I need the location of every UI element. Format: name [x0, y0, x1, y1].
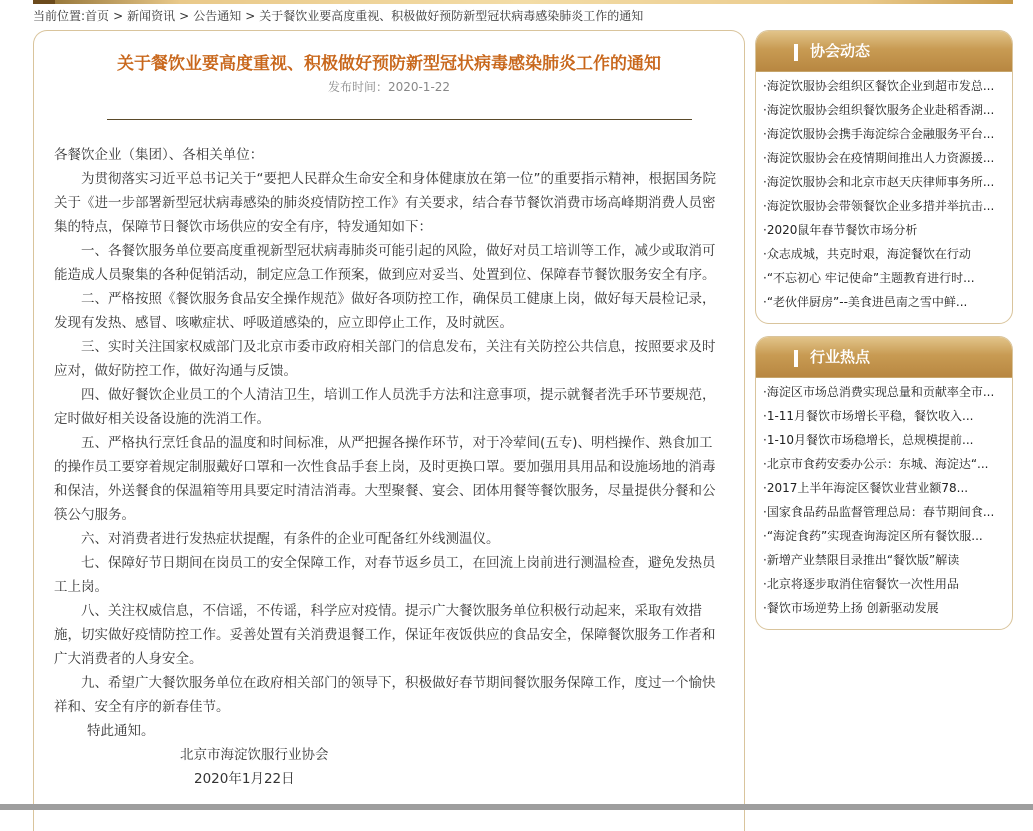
article-body — [54, 143, 719, 791]
breadcrumb — [33, 8, 643, 24]
industry-hot-item[interactable]: ·1-11月餐饮市场增长平稳，餐饮收入... — [763, 409, 974, 423]
article-item: 二、严格按照《餐饮服务食品安全操作规范》做好各项防控工作，确保员工健康上岗，做好每天晨检记录，发现有发热、感冒、咳嗽症状、呼吸道感染的，应立即停止工作，及时就医。 — [54, 291, 716, 331]
article-greeting: 各餐饮企业（集团）、各相关单位： — [54, 147, 264, 163]
industry-hot-item[interactable]: ·2017上半年海淀区餐饮业营业额78... — [763, 481, 969, 495]
top-decor-bar — [33, 0, 1013, 4]
industry-hot-header — [756, 337, 1012, 378]
article-item: 七、保障好节日期间在岗员工的安全保障工作，对春节返乡员工，在回流上岗前进行测温检查，避免发热员工上岗。 — [54, 555, 716, 595]
association-news-item[interactable]: ·“老伙伴厨房”--美食进邑南之雪中鲜... — [763, 295, 968, 309]
article-intro: 为贯彻落实习近平总书记关于“要把人民群众生命安全和身体健康放在第一位”的重要指示精神，根据国务院关于《进一步部署新型冠状病毒感染的肺炎疫情防控工作》有关要求，结合春节餐饮消费市场高峰期消费人员密集的特点，保障节日餐饮市场供应的安全有序，特发通知如下： — [54, 171, 716, 235]
industry-hot-list — [756, 378, 1012, 620]
top-decor-dark — [33, 0, 55, 4]
article-item: 三、实时关注国家权威部门及北京市委市政府相关部门的信息发布，关注有关防控公共信息，按照要求及时应对，做好防控工作，做好沟通与反馈。 — [54, 339, 716, 379]
article-notice: 特此通知。 — [87, 723, 155, 739]
association-news-item[interactable]: ·海淀饮服协会组织区餐饮企业到超市发总... — [763, 79, 995, 93]
association-news-list — [756, 72, 1012, 314]
association-news-header — [756, 31, 1012, 72]
breadcrumb-current: 关于餐饮业要高度重视、积极做好预防新型冠状病毒感染肺炎工作的通知 — [259, 9, 644, 23]
association-news-item[interactable]: ·海淀饮服协会带领餐饮企业多措并举抗击... — [763, 199, 995, 213]
breadcrumb-home[interactable]: 首页 — [85, 9, 110, 23]
industry-hot-item[interactable]: ·国家食品药品监督管理总局：春节期间食... — [763, 505, 995, 519]
header-accent-bar — [794, 350, 798, 367]
article-signature: 北京市海淀饮服行业协会 — [180, 747, 329, 763]
article-sign-date: 2020年1月22日 — [194, 771, 295, 787]
industry-hot-item[interactable]: ·1-10月餐饮市场稳增长，总规模提前... — [763, 433, 974, 447]
article-item: 九、希望广大餐饮服务单位在政府相关部门的领导下，积极做好春节期间餐饮服务保障工作，度过一个愉快祥和、安全有序的新春佳节。 — [54, 675, 716, 715]
industry-hot-item[interactable]: ·海淀区市场总消费实现总量和贡献率全市... — [763, 385, 995, 399]
breadcrumb-sep: > — [245, 9, 256, 23]
header-accent-bar — [794, 44, 798, 61]
industry-hot-item[interactable]: ·北京市食药安委办公示：东城、海淀达“... — [763, 457, 989, 471]
article-item: 六、对消费者进行发热症状提醒，有条件的企业可配备红外线测温仪。 — [81, 531, 500, 547]
industry-hot-item[interactable]: ·北京将逐步取消住宿餐饮一次性用品 — [763, 577, 959, 591]
industry-hot-item[interactable]: ·“海淀食药”实现查询海淀区所有餐饮服... — [763, 529, 983, 543]
association-news-item[interactable]: ·2020鼠年春节餐饮市场分析 — [763, 223, 918, 237]
association-news-item[interactable]: ·海淀饮服协会携手海淀综合金融服务平台... — [763, 127, 995, 141]
article-item: 四、做好餐饮企业员工的个人清洁卫生，培训工作人员洗手方法和注意事项，提示就餐者洗手环节要规范，定时做好相关设备设施的洗消工作。 — [54, 387, 716, 427]
breadcrumb-announcements[interactable]: 公告通知 — [193, 9, 242, 23]
article-panel — [33, 30, 745, 831]
breadcrumb-sep: > — [179, 9, 190, 23]
association-news-panel — [755, 30, 1013, 324]
association-news-item[interactable]: ·众志成城，共克时艰，海淀餐饮在行动 — [763, 247, 971, 261]
article-item: 五、严格执行烹饪食品的温度和时间标准，从严把握各操作环节，对于冷荤间(五专)、明档操作、熟食加工的操作员工要穿着规定制服戴好口罩和一次性食品手套上岗，及时更换口罩。要加强用具用品和设施场地的消毒和保洁，外送餐食的保温箱等用具要定时清洁消毒。大型聚餐、宴会、团体用餐等餐饮服务，尽量提供分餐和公筷公勺服务。 — [54, 435, 716, 523]
article-divider — [107, 119, 692, 120]
association-news-item[interactable]: ·“不忘初心 牢记使命”主题教育进行时... — [763, 271, 975, 285]
association-news-title: 协会动态 — [810, 42, 871, 60]
breadcrumb-sep: > — [113, 9, 124, 23]
industry-hot-item[interactable]: ·餐饮市场逆势上扬 创新驱动发展 — [763, 601, 939, 615]
industry-hot-panel — [755, 336, 1013, 630]
association-news-item[interactable]: ·海淀饮服协会在疫情期间推出人力资源援... — [763, 151, 995, 165]
article-title: 关于餐饮业要高度重视、积极做好预防新型冠状病毒感染肺炎工作的通知 — [117, 54, 661, 74]
article-item: 八、关注权威信息，不信谣，不传谣，科学应对疫情。提示广大餐饮服务单位积极行动起来，采取有效措施，切实做好疫情防控工作。妥善处置有关消费退餐工作，保证年夜饭供应的食品安全，保障餐饮服务工作者和广大消费者的人身安全。 — [54, 603, 716, 667]
article-date: 发布时间：2020-1-22 — [327, 80, 451, 94]
association-news-item[interactable]: ·海淀饮服协会和北京市赵天庆律师事务所... — [763, 175, 995, 189]
breadcrumb-news[interactable]: 新闻资讯 — [127, 9, 176, 23]
article-item: 一、各餐饮服务单位要高度重视新型冠状病毒肺炎可能引起的风险，做好对员工培训等工作，减少或取消可能造成人员聚集的各种促销活动，制定应急工作预案，做到应对妥当、处置到位、保障春节餐饮服务安全有序。 — [54, 243, 716, 283]
industry-hot-title: 行业热点 — [810, 348, 871, 366]
industry-hot-item[interactable]: ·新增产业禁限目录推出“餐饮版”解读 — [763, 553, 960, 567]
breadcrumb-prefix: 当前位置: — [33, 9, 86, 23]
association-news-item[interactable]: ·海淀饮服协会组织餐饮服务企业赴稻香湖... — [763, 103, 995, 117]
bottom-scroll-bar — [0, 804, 1033, 810]
